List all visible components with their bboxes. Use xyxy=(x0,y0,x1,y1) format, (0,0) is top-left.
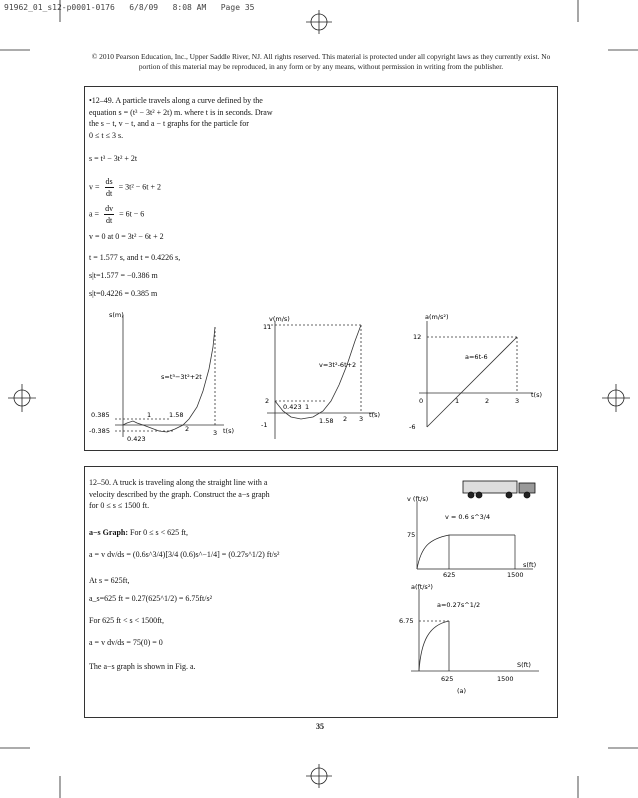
tick-0385: 0.385 xyxy=(91,411,110,419)
tick-1500: 1500 xyxy=(507,571,524,579)
print-slug: 91962_01_s12-p0001-0176 6/8/09 8:08 AM Page 35 xyxy=(4,3,255,12)
tick-158: 1.58 xyxy=(169,411,184,419)
tick-1: 1 xyxy=(147,411,152,419)
eq-acceleration: a = $\frac{dv}{dt}$ = 6t − 6 xyxy=(89,204,145,225)
a-s-curve-label: a=0.27s^1/2 xyxy=(437,601,481,609)
t-axis-label: t(s) xyxy=(223,427,235,435)
tick-3: 3 xyxy=(359,415,364,423)
a-line-label: a=6t-6 xyxy=(465,353,488,361)
v-t-graph xyxy=(257,315,397,445)
a-line xyxy=(427,337,520,427)
s-t-graph xyxy=(89,307,259,447)
problem-12-49-box xyxy=(84,86,558,451)
eq-v-zero: v = 0 at 0 = 3t² − 6t + 2 xyxy=(89,232,164,241)
problem-statement: •12–49. A particle travels along a curve defined by the equation s = (t³ − 3t² + 2t) m. where t is in seconds. Draw the s − t, v − t, and a − t graphs for the particle for 0 ≤ t ≤ 3 s. xyxy=(89,96,273,140)
tick-neg-0385: -0.385 xyxy=(89,427,110,435)
a-axis-label: a(m/s²) xyxy=(425,313,449,321)
tick-2: 2 xyxy=(265,397,270,405)
conclusion: The a−s graph is shown in Fig. a. xyxy=(89,662,196,671)
t-axis-label: t(s) xyxy=(369,411,381,419)
eq-velocity: v = $\frac{ds}{dt}$ = 3t² − 6t + 2 xyxy=(89,177,162,198)
s-curve-label: s=t³−3t²+2t xyxy=(161,373,202,381)
tick-neg-1: -1 xyxy=(261,421,268,429)
figure-caption: (a) xyxy=(457,687,467,695)
tick-75: 75 xyxy=(407,531,416,539)
as-heading: a−s Graph: For 0 ≤ s < 625 ft, xyxy=(89,528,189,537)
copyright-notice: © 2010 Pearson Education, Inc., Upper Saddle River, NJ. All rights reserved. This material is protected under all copyright laws as they currently exist. No portion of this material may be reproduced, in any form or by any means, without permission in writing from the publisher. xyxy=(91,52,551,71)
page-number: 35 xyxy=(316,722,324,731)
v-curve-label: v=3t²-6t+2 xyxy=(319,361,357,369)
s-axis-label: s(m) xyxy=(109,311,124,319)
eq-s-max: s|t=0.4226 = 0.385 m xyxy=(89,289,158,298)
a-s-curve xyxy=(419,621,449,671)
problem-12-50-box xyxy=(84,466,558,718)
v-s-given-graph xyxy=(407,497,537,577)
tick-625: 625 xyxy=(441,675,454,683)
eq-s-min: s|t=1.577 = −0.386 m xyxy=(89,271,158,280)
tick-neg-6: -6 xyxy=(409,423,416,431)
tick-675: 6.75 xyxy=(399,617,414,625)
tick-3: 3 xyxy=(515,397,520,405)
v-s-curve-label: v = 0.6 s^3/4 xyxy=(445,513,491,521)
t-axis-label: t(s) xyxy=(531,391,543,399)
a-axis-label: a(ft/s²) xyxy=(411,583,433,591)
tick-11: 11 xyxy=(263,323,272,331)
tick-2b: 2 xyxy=(343,415,348,423)
eq-a-region2: a = v dv/ds = 75(0) = 0 xyxy=(89,638,163,647)
eq-a-region1: a = v dv/ds = (0.6s^3/4)[3/4 (0.6)s^−1/4] = (0.27s^1/2) ft/s² xyxy=(89,550,280,559)
a-s-graph xyxy=(397,585,547,695)
a-t-graph xyxy=(405,315,555,435)
at-625: At s = 625ft, xyxy=(89,576,130,585)
tick-0: 0 xyxy=(419,397,424,405)
eq-roots: t = 1.577 s, and t = 0.4226 s, xyxy=(89,253,181,262)
tick-12: 12 xyxy=(413,333,422,341)
eq-a-625: a_s=625 ft = 0.27(625^1/2) = 6.75ft/s² xyxy=(89,594,213,603)
tick-3: 3 xyxy=(213,429,218,437)
v-s-curve xyxy=(417,535,449,569)
tick-2: 2 xyxy=(185,425,190,433)
tick-0423: 0.423 xyxy=(283,403,302,411)
tick-158: 1.58 xyxy=(319,417,334,425)
range-2: For 625 ft < s < 1500ft, xyxy=(89,616,165,625)
tick-1: 1 xyxy=(455,397,460,405)
tick-625: 625 xyxy=(443,571,456,579)
s-axis-label: s(ft) xyxy=(523,561,537,569)
s-axis-label: S(ft) xyxy=(517,661,531,669)
v-axis-label: v(m/s) xyxy=(269,315,290,323)
tick-0423: 0.423 xyxy=(127,435,146,443)
tick-2: 2 xyxy=(485,397,490,405)
eq-position: s = t³ − 3t² + 2t xyxy=(89,154,138,163)
tick-1: 1 xyxy=(305,403,310,411)
tick-1500: 1500 xyxy=(497,675,514,683)
v-axis-label: v (ft/s) xyxy=(407,495,429,503)
problem-statement: 12–50. A truck is traveling along the straight line with a velocity described by the graph. Construct the a−s graph for 0 ≤ s ≤ 1500 ft. xyxy=(89,478,270,510)
